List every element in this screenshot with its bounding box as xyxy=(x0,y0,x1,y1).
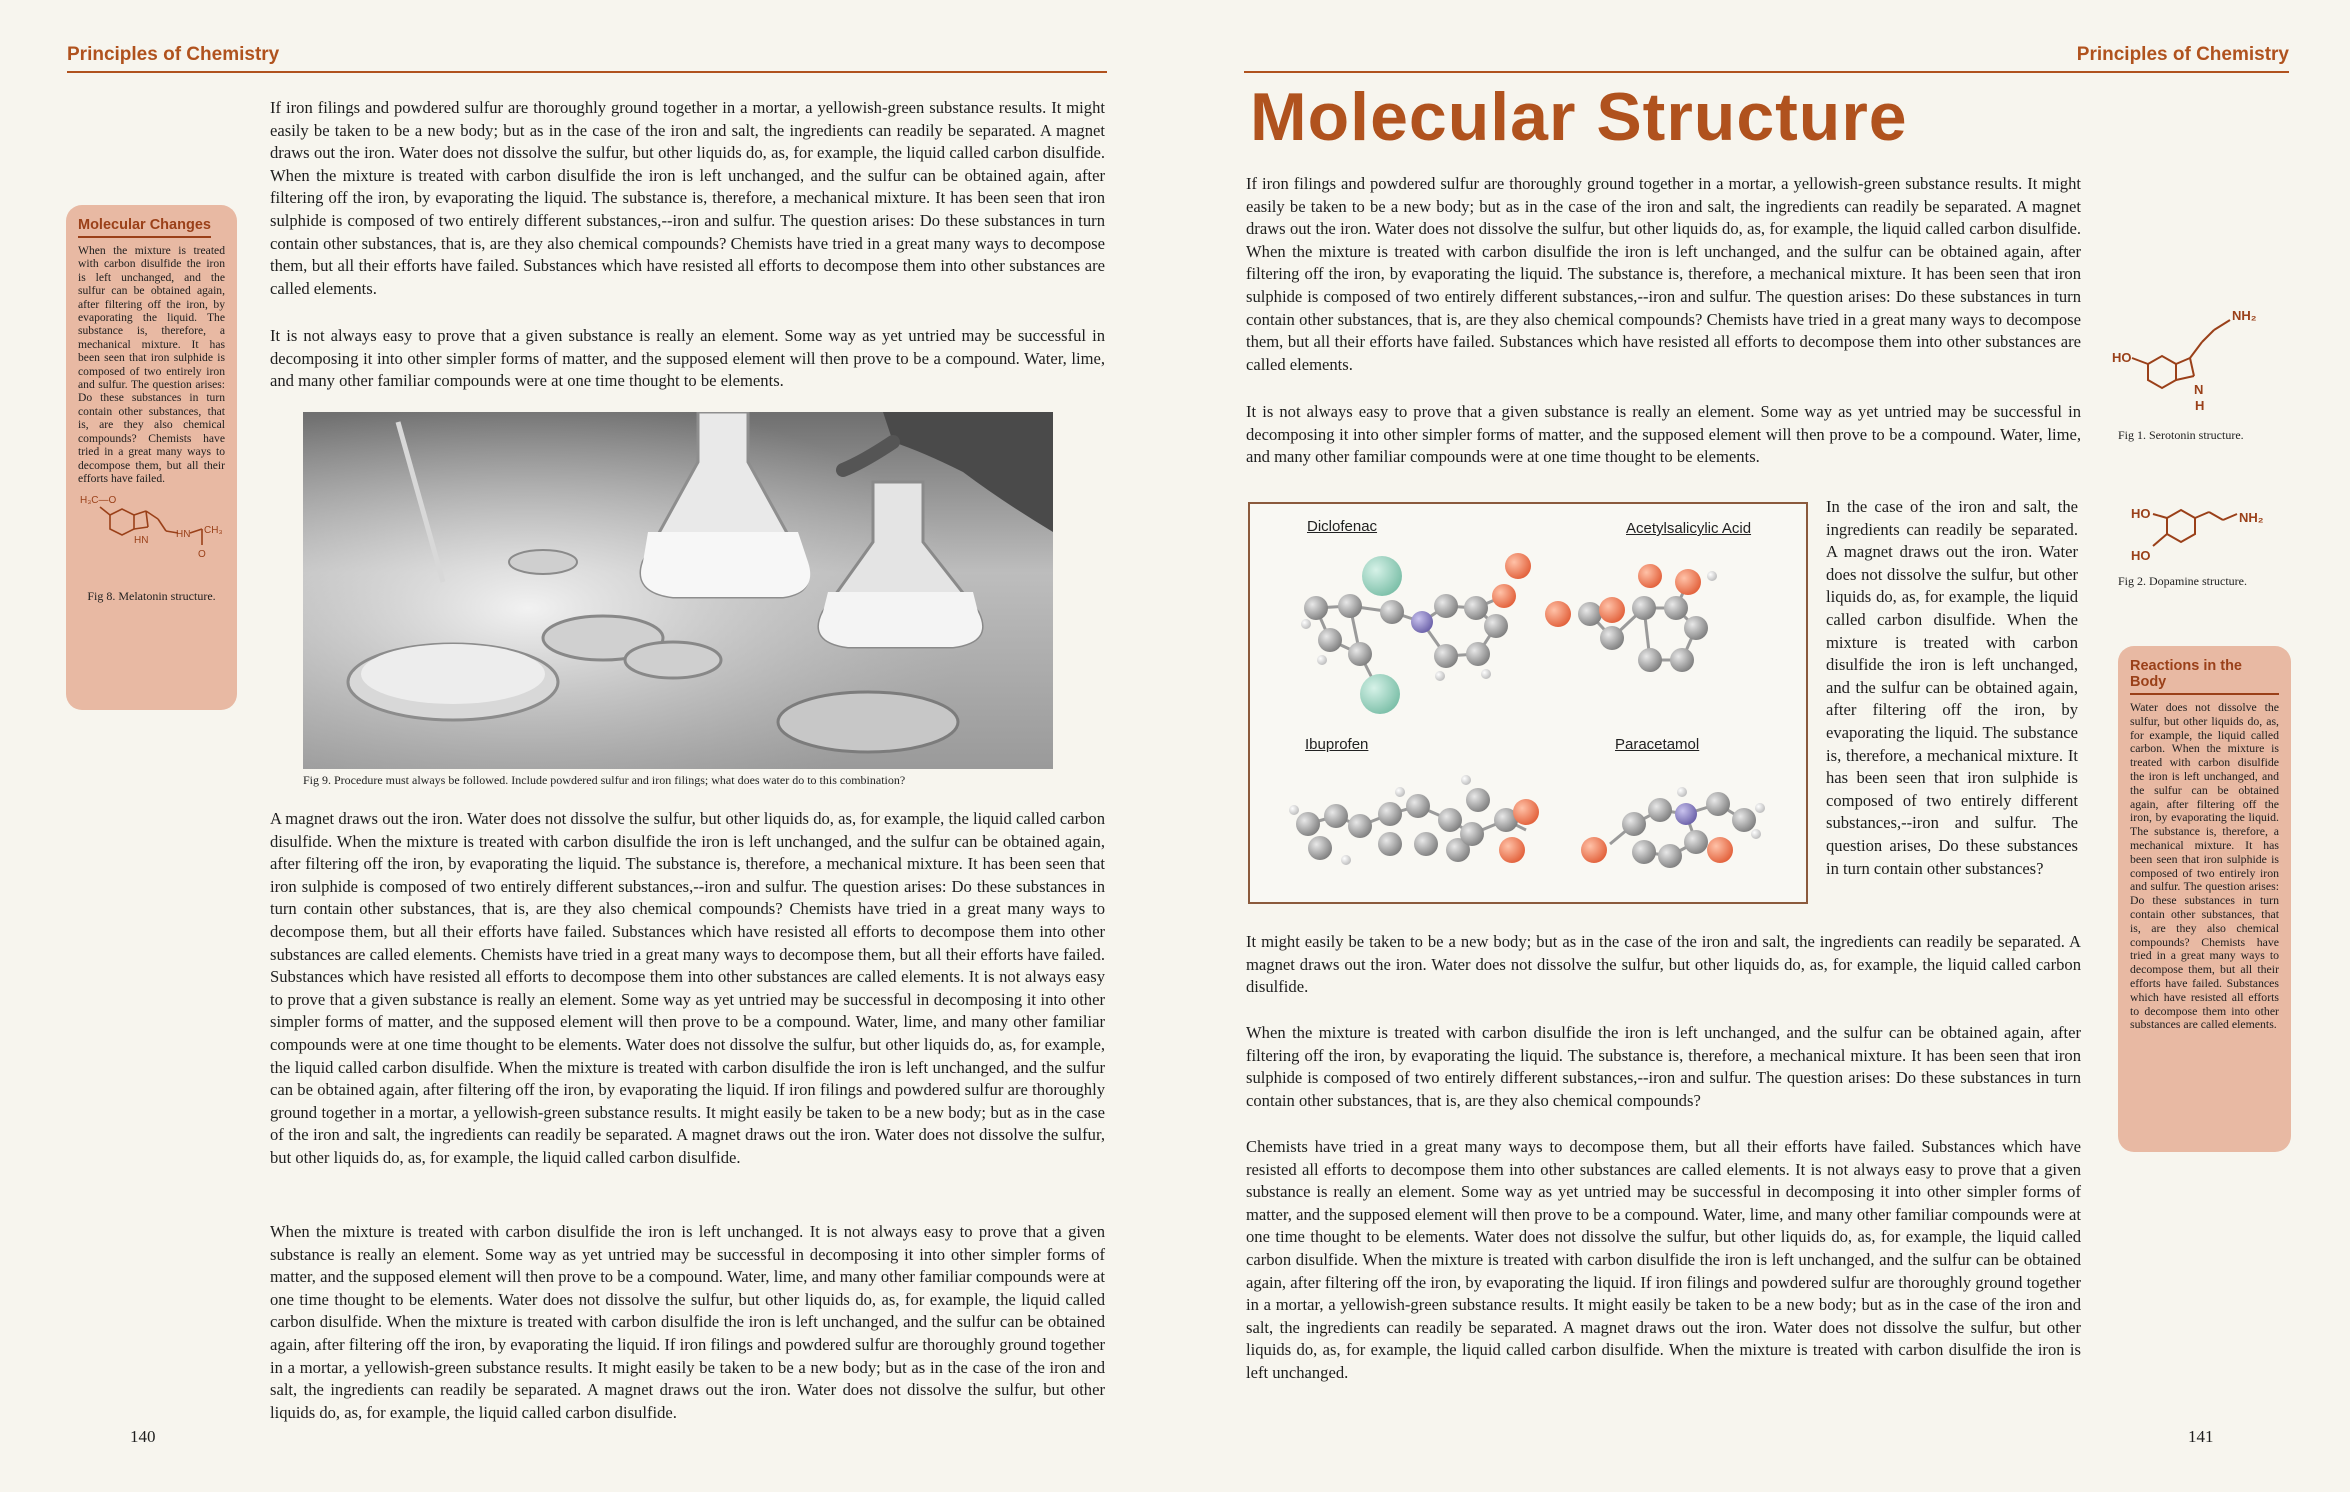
melatonin-label-hn-ring: HN xyxy=(134,535,149,547)
dopamine-caption: Fig 2. Dopamine structure. xyxy=(2118,574,2247,588)
molecule-figure xyxy=(1248,502,1808,904)
right-side-paragraph: In the case of the iron and salt, the ingredients can readily be separated. A magnet draws out the iron. Water does not dissolve the sulfur, but other liquids do, as, for example, the liquid called carbon disulfide. When the mixture is treated with carbon disulfide the iron is left unchanged, and the sulfur can be obtained again, after filtering off the iron, by evaporating the liquid. The substance is, therefore, a mechanical mixture. It has been seen that iron sulphide is composed of two entirely different substances,--iron and sulfur. The question arises, Do these substances in turn contain other substances? xyxy=(1826,497,2078,878)
left-paragraph-4: When the mixture is treated with carbon disulfide the iron is left unchanged. It is not always easy to prove that a given substance is really an element. Some way as yet untried may be successful in decomposing it into other simpler forms of matter, and the supposed element will then prove to be a compound. Water, lime, and many other familiar compounds were at one time thought to be elements. Water does not dissolve the sulfur, but other liquids do, as, for example, the liquid called carbon disulfide. When the mixture is treated with carbon disulfide the iron is left unchanged, and the sulfur can be obtained again, after filtering off the iron, by evaporating the liquid. If iron filings and powdered sulfur are thoroughly ground together in a mortar, a yellowish-green substance results. It might easily be taken to be a new body; but as in the case of the iron and salt, the ingredients can readily be separated. A magnet draws out the iron. Water does not dissolve the sulfur, but other liquids do, as, for example, the liquid called carbon disulfide. xyxy=(270,1222,1105,1422)
melatonin-label-o: O xyxy=(198,549,206,561)
right-paragraph-1: If iron filings and powdered sulfur are thoroughly ground together in a mortar, a yellowish-green substance results. It might easily be taken to be a new body; but as in the case of the iron and salt, the ingredients can readily be separated. A magnet draws out the iron. Water does not dissolve the sulfur, but other liquids do, as, for example, the liquid called carbon disulfide. When the mixture is treated with carbon disulfide the iron is left unchanged, and the sulfur can be obtained again, after filtering off the iron, by evaporating the liquid. The substance is, therefore, a mechanical mixture. It has been seen that iron sulphide is composed of two entirely different substances,--iron and sulfur. The question arises: Do these substances in turn contain other substances, that is, are they also chemical compounds? Chemists have tried in a great many ways to decompose them, but all their efforts have failed. Substances which have resisted all efforts to decompose them into other substances are called elements. xyxy=(1246,174,2081,374)
serotonin-structure-diagram xyxy=(2110,302,2260,417)
label-ibuprofen: Ibuprofen xyxy=(1305,736,1369,753)
melatonin-label-methoxy: H₃C—O xyxy=(80,495,117,507)
dopamine-label-ho-top: HO xyxy=(2131,506,2151,521)
sidebar-molecular-changes xyxy=(66,205,237,710)
lab-photo-caption: Fig 9. Procedure must always be followed. Include powdered sulfur and iron filings; what does water do to this combination? xyxy=(303,773,906,787)
melatonin-caption: Fig 8. Melatonin structure. xyxy=(87,589,216,604)
page-number-right: 141 xyxy=(2188,1427,2214,1446)
serotonin-label-h: H xyxy=(2195,398,2205,413)
label-acetylsalicylic-acid: Acetylsalicylic Acid xyxy=(1626,520,1752,537)
lab-photo xyxy=(303,412,1053,769)
running-head-right: Principles of Chemistry xyxy=(2076,44,2289,65)
melatonin-structure-diagram xyxy=(78,489,228,589)
sidebar-text-right: Water does not dissolve the sulfur, but other liquids do, as, for example, the liquid called carbon. When the mixture is treated with carbon disulfide the iron is left unchanged, and the sulfur can be obtained again, after filtering off the iron, by evaporating the liquid. The substance is, therefore, a mechanical mixture. It has been seen that iron sulphide is composed of two entirely iron and sulfur. The question arises: Do these substances in turn contain other substances, that is, are they also chemical compounds? Chemists have tried in a great many ways to decompose them, but all their efforts have failed. Substances which have resisted all efforts to decompose them into other substances are called elements. xyxy=(2130,700,2279,1032)
sidebar-title: Molecular Changes xyxy=(78,217,211,238)
right-paragraph-2: It is not always easy to prove that a given substance is really an element. Some way as yet untried may be successful in decomposing it into other simpler forms of matter, and the supposed element will then prove to be a compound. Water, lime, and many other familiar compounds were at one time thought to be elements. xyxy=(1246,402,2081,467)
sidebar-reactions-in-the-body xyxy=(2118,646,2291,1152)
left-paragraph-1: If iron filings and powdered sulfur are thoroughly ground together in a mortar, a yellowish-green substance results. It might easily be taken to be a new body; but as in the case of the iron and salt, the ingredients can readily be separated. A magnet draws out the iron. Water does not dissolve the sulfur, but other liquids do, as, for example, the liquid called carbon disulfide. When the mixture is treated with carbon disulfide the iron is left unchanged, and the sulfur can be obtained again, after filtering off the iron, by evaporating the liquid. The substance is, therefore, a mechanical mixture. It has been seen that iron sulphide is composed of two entirely different substances,--iron and sulfur. The question arises: Do these substances in turn contain other substances, that is, are they also chemical compounds? Chemists have tried in a great many ways to decompose them, but all their efforts have failed. Substances which have resisted all efforts to decompose them into other substances are called elements. xyxy=(270,98,1105,298)
dopamine-label-ho-bottom: HO xyxy=(2131,548,2151,563)
dopamine-structure-diagram xyxy=(2125,500,2275,570)
serotonin-label-ho: HO xyxy=(2112,350,2132,365)
label-paracetamol: Paracetamol xyxy=(1615,736,1700,753)
right-paragraph-5: Chemists have tried in a great many ways to decompose them, but all their efforts have failed. Substances which have resisted all efforts to decompose them into other substances are called elements. It is not always easy to prove that a given substance is really an element. Some way as yet untried may be successful in decomposing it into other simpler forms of matter, and the supposed element will then prove to be a compound. Water, lime, and many other familiar compounds were at one time thought to be elements. Water does not dissolve the sulfur, but other liquids do, as, for example, the liquid called carbon disulfide. When the mixture is treated with carbon disulfide the iron is left unchanged, and the sulfur can be obtained again, after filtering off the iron, by evaporating the liquid. If iron filings and powdered sulfur are thoroughly ground together in a mortar, a yellowish-green substance results. It might easily be taken to be a new body; but as in the case of the iron and salt, the ingredients can readily be separated. A magnet draws out the iron. Water does not dissolve the sulfur, but other liquids do, as, for example, the liquid called carbon disulfide. When the mixture is treated with carbon disulfide the iron is left unchanged. xyxy=(1246,1137,2081,1382)
serotonin-caption: Fig 1. Serotonin structure. xyxy=(2118,428,2244,442)
left-paragraph-2: It is not always easy to prove that a given substance is really an element. Some way as yet untried may be successful in decomposing it into other simpler forms of matter, and the supposed element will then prove to be a compound. Water, lime, and many other familiar compounds were at one time thought to be elements. xyxy=(270,326,1105,391)
sidebar-title-right: Reactions in the Body xyxy=(2130,658,2279,695)
running-head-left: Principles of Chemistry xyxy=(67,44,280,65)
melatonin-label-hn-amide: HN xyxy=(176,529,191,541)
serotonin-label-n: N xyxy=(2194,382,2204,397)
label-diclofenac: Diclofenac xyxy=(1307,518,1378,535)
right-paragraph-4: When the mixture is treated with carbon disulfide the iron is left unchanged, and the sulfur can be obtained again, after filtering off the iron, by evaporating the liquid. The substance is, therefore, a mechanical mixture. It has been seen that iron sulphide is composed of two entirely different substances,--iron and sulfur. The question arises: Do these substances in turn contain other substances, that is, are they also chemical compounds? xyxy=(1246,1023,2081,1110)
dopamine-label-nh2: NH₂ xyxy=(2239,510,2264,525)
sidebar-text: When the mixture is treated with carbon disulfide the iron is left unchanged, and the sulfur can be obtained again, after filtering off the iron, by evaporating the liquid. The substance is, therefore, a mechanical mixture. It has been seen that iron sulphide is composed of two entirely iron and sulfur. The question arises: Do these substances in turn contain other substances, that is, are they also chemical compounds? Chemists have tried in a great many ways to decompose them, but all their efforts have failed. xyxy=(78,244,225,485)
chapter-title: Molecular Structure xyxy=(1250,79,1908,155)
header-rule-left xyxy=(67,71,1107,73)
melatonin-label-ch3: CH₃ xyxy=(204,525,223,537)
right-paragraph-3: It might easily be taken to be a new body; but as in the case of the iron and salt, the ingredients can readily be separated. A magnet draws out the iron. Water does not dissolve the sulfur, but other liquids do, as, for example, the liquid called carbon disulfide. xyxy=(1246,932,2081,997)
page-number-left: 140 xyxy=(130,1427,156,1446)
left-paragraph-3: A magnet draws out the iron. Water does not dissolve the sulfur, but other liquids do, as, for example, the liquid called carbon disulfide. When the mixture is treated with carbon disulfide the iron is left unchanged, and the sulfur can be obtained again, after filtering off the iron, by evaporating the liquid. The substance is, therefore, a mechanical mixture. It has been seen that iron sulphide is composed of two entirely different substances,--iron and sulfur. The question arises: Do these substances in turn contain other substances, that is, are they also chemical compounds? Chemists have tried in a great many ways to decompose them, but all their efforts have failed. Substances which have resisted all efforts to decompose them into other substances are called elements. Chemists have tried in a great many ways to decompose them, but all their efforts have failed. Substances which have resisted all efforts to decompose them into other substances are called elements. It is not always easy to prove that a given substance is really an element. Some way as yet untried may be successful in decomposing it into other simpler forms of matter, and the supposed element will then prove to be a compound. Water, lime, and many other familiar compounds were at one time thought to be elements. Water does not dissolve the sulfur, but other liquids do, as, for example, the liquid called carbon disulfide. When the mixture is treated with carbon disulfide the iron is left unchanged, and the sulfur can be obtained again, after filtering off the iron, by evaporating the liquid. If iron filings and powdered sulfur are thoroughly ground together in a mortar, a yellowish-green substance results. It might easily be taken to be a new body; but as in the case of the iron and salt, the ingredients can readily be separated. A magnet draws out the iron. Water does not dissolve the sulfur, but other liquids do, as, for example, the liquid called carbon disulfide. xyxy=(270,809,1105,1167)
header-rule-right xyxy=(1244,71,2289,73)
serotonin-label-nh2: NH₂ xyxy=(2232,308,2257,323)
